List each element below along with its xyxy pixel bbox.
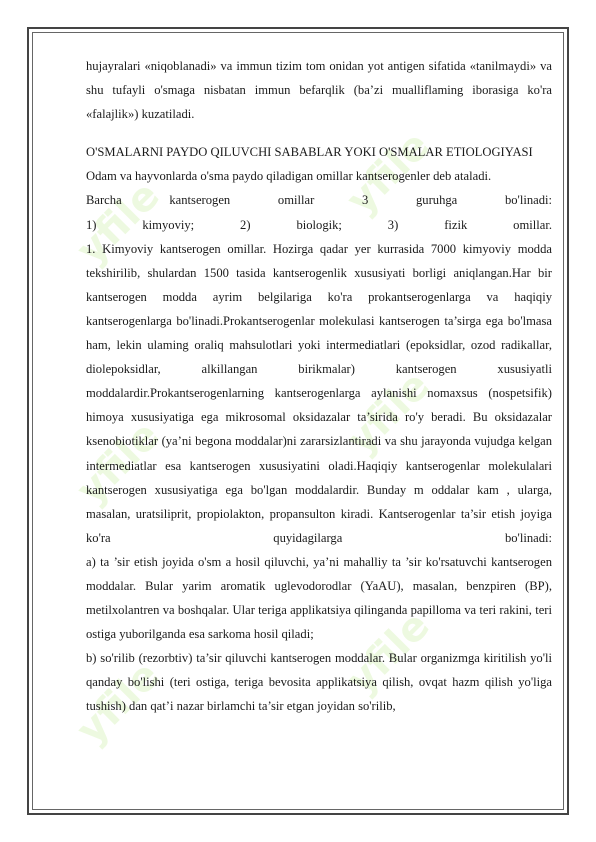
paragraph-chemical: 1. Kimyoviy kantserogen omillar. Hozirga qadar yer kurrasida 7000 kimyoviy modda tekshirilib, shulardan 1500 tasida kantserogenlik xususiyati borligi aniqlangan.Har bir kantserogen modda ayrim belgilariga ko'ra prokantserogenlarga va haqiqiy kantserogenlarga bo'linadi.Prokantserogenlar molekulasi kantserogen ta’sirga ega bo'lmasa ham, lekin ulaming oraliq mahsulotlari yoki intermediatlari (epoksidlar, ozod radikallar, diolepoksidlar, alkillangan birikmalar) kantserogen xususiyatli moddalardir.Prokantserogenlarning kantserogenlarga aylanishi nomaxsus (nospetsifik) himoya xususiyatiga ega mikrosomal oksidazalar ta’sirida ro'y beradi. Bu oksidazalar ksenobiotiklar (ya’ni begona moddalar)ni zararsizlantiradi va shu jarayonda vujudga kelgan intermediatlar esa kantserogen xususiyatini oladi.Haqiqiy kantserogenlar molekulalari kantserogen xususiyatiga ega bo'lgan moddalardir. Bunday m oddalar kam , ularga, masalan, uratsiliprit, propiolakton, propansulton kiradi. Kantserogenlar ta’sir etish joyiga ko'ra quyidagilarga bo'linadi: [86, 241, 552, 545]
paragraph-resorptive: b) so'rilib (rezorbtiv) ta’sir qiluvchi kantserogen moddalar. Bular organizmga kiritilish yo'li qanday bo'lishi (teri ostiga, teriga bevosita applikatsiya qilish, ovqat hazm qilish yo'liga tushish) dan qat’i nazar birlamchi ta’sir etgan joyidan so'rilib, [86, 651, 552, 714]
paragraph-intro: hujayralari «niqoblanadi» va immun tizim tom onidan yot antigen sifatida «tanilmaydi» va shu tufayli o'smaga nisbatan immun befarqlik (ba’zi mualliflaming iborasiga ko'ra «falajlik») kuzatiladi. [86, 59, 552, 122]
watermark: yfile [67, 412, 169, 514]
watermark: yfile [337, 602, 439, 704]
watermark: yfile [67, 172, 169, 274]
paragraph-group-list: 1) kimyoviy; 2) biologik; 3) fizik omillar. [86, 217, 552, 232]
document-body [86, 54, 552, 719]
watermark: yfile [67, 652, 169, 754]
paragraph-definition: Odam va hayvonlarda o'sma paydo qiladigan omillar kantserogenler deb ataladi. [86, 169, 492, 184]
paragraph-groups: Barcha kantserogen omillar 3 guruhga bo'linadi: [86, 193, 552, 208]
paragraph-local: a) ta ’sir etish joyida o'sm a hosil qiluvchi, ya’ni mahalliy ta ’sir ko'rsatuvchi kantserogen moddalar. Bular yarim aromatik uglevodorodlar (YaAU), masalan, benzpiren (BP), metilxolantren va boshqalar. Ular teriga applikatsiya qilinganda papilloma va teri rakini, teri ostiga yuborilganda esa sarkoma hosil qiladi; [86, 554, 552, 642]
section-heading: O'SMALARNI PAYDO QILUVCHI SABABLAR YOKI O'SMALAR ETIOLOGIYASI [86, 145, 533, 160]
watermark: yfile [337, 122, 439, 224]
watermark: yfile [337, 362, 439, 464]
